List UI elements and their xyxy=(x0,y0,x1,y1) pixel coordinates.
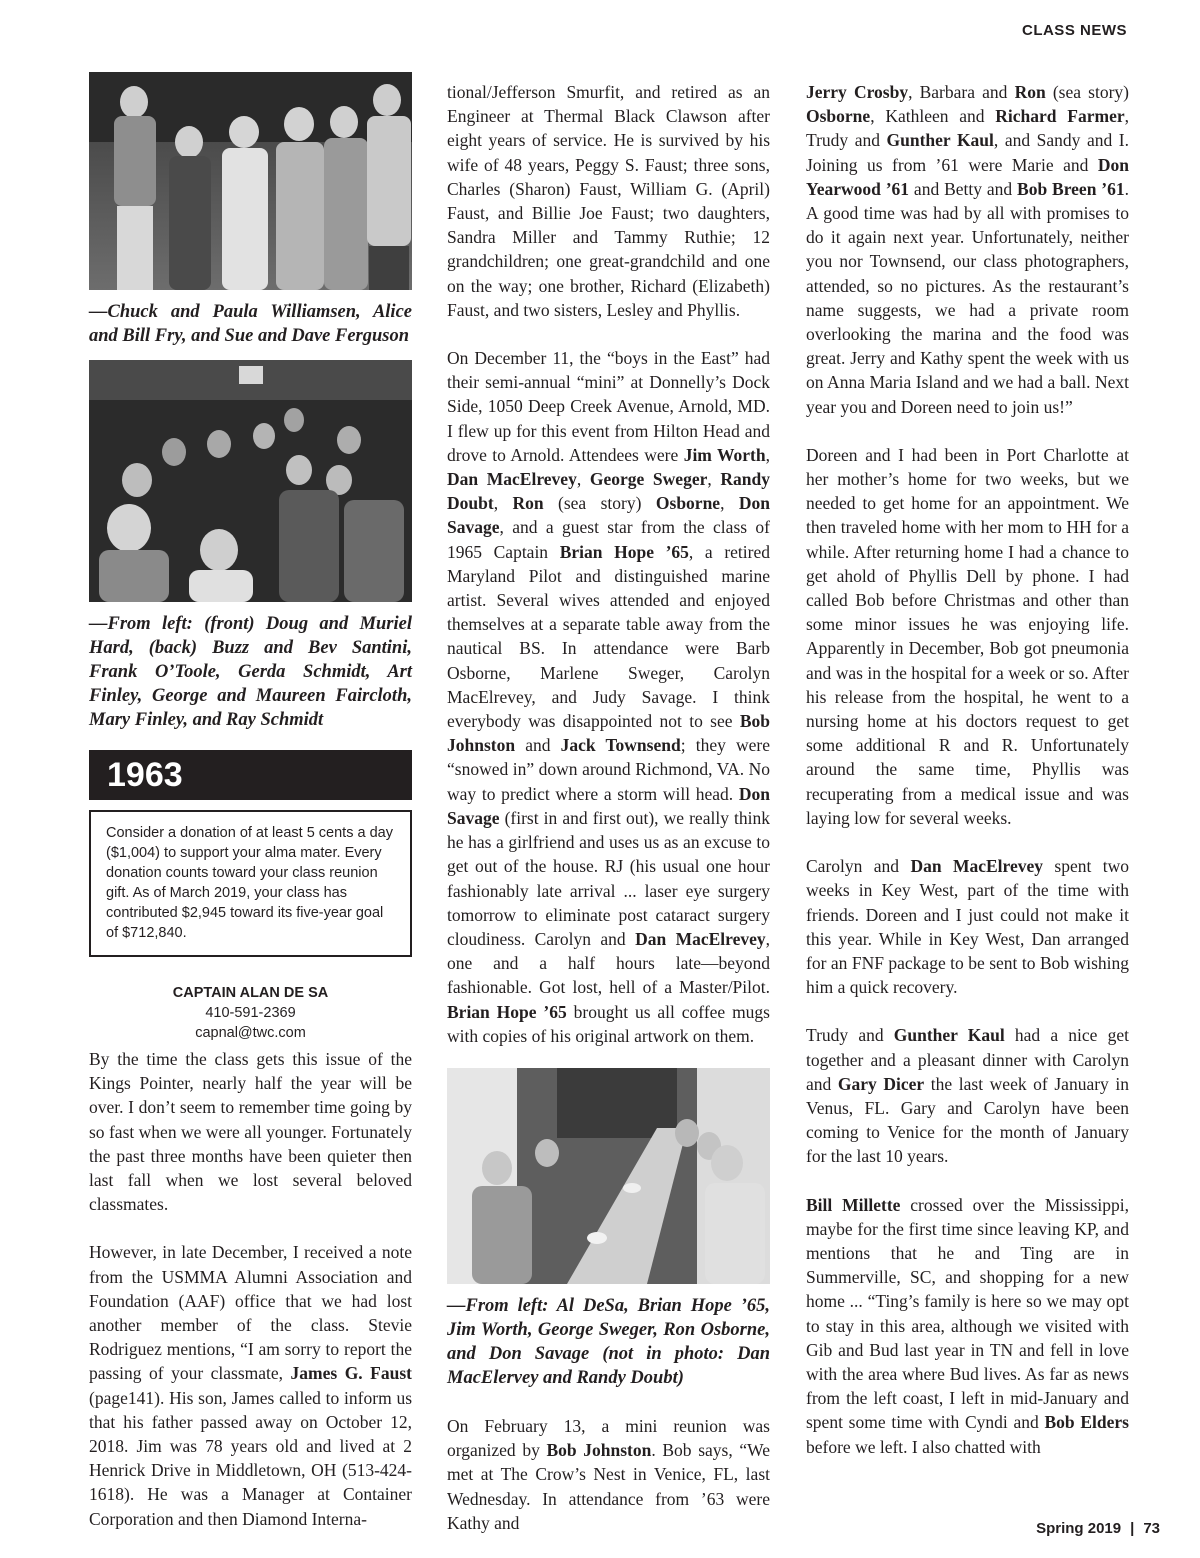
body-paragraph: On December 11, the “boys in the East” had their semi-annual “mini” at Donnelly’s Dock Side, 1050 Deep Creek Avenue, Arnold, MD. I flew up for this event from Hilton Head and drove to Arnold. Attendees were Jim Worth, Dan MacElrevey, George Sweger, Randy Doubt, Ron (sea story) Osborne, Don Savage, and a guest star from the class of 1965 Captain Brian Hope ’65, a retired Maryland Pilot and distinguished marine artist. Several wives attended and enjoyed themselves at a separate table away from the nautical BS. In attendance were Barb Osborne, Marlene Sweger, Carolyn MacElrevey, and Judy Savage. I think everybody was disappointed not to see Bob Johnston and Jack Townsend; they were “snowed in” down around Richmond, VA. No way to predict where a storm will head. Don Savage (first in and first out), we really think he has a girlfriend and uses us as an excuse to get out of the house. RJ (his usual one hour fashionably late arrival ... laser eye surgery tomorrow to eliminate post cataract surgery cloudiness. Carolyn and Dan MacElrevey, one and a half hours late—beyond fashionable. Got lost, hell of a Master/Pilot. Brian Hope ’65 brought us all coffee mugs with copies of his original artwork on them. xyxy=(447,348,770,1046)
photo-group-williamsen-fry-ferguson xyxy=(89,72,412,290)
page-number: 73 xyxy=(1143,1520,1160,1537)
body-paragraph: Doreen and I had been in Port Charlotte at her mother’s home for two weeks, but we needed to get home for an appointment. We then traveled home with her mom to HH for a while. After returning home I had a chance to get ahold of Phyllis Dell by phone. I had called Bob before Christmas and other than some minor issues he was enjoying life. Apparently in December, Bob got pneumonia and was in the hospital for a week or so. After his release from the hospital, he went to a nursing home at his doctors request to get some additional R and R. Unfortunately around the same time, Phyllis was recuperating from a medical issue and was laying low for several weeks. xyxy=(806,444,1129,828)
photo-caption: —Chuck and Paula Williamsen, Alice and Bill Fry, and Sue and Dave Ferguson xyxy=(89,302,412,346)
contact-phone: 410-591-2369 xyxy=(205,1005,296,1021)
contact-email[interactable]: capnal@twc.com xyxy=(195,1025,306,1041)
photo-group-hard-santini-finley xyxy=(89,360,412,602)
issue-label: Spring 2019 xyxy=(1036,1520,1122,1537)
body-paragraph-continued: Jerry Crosby, Barbara and Ron (sea story) Osborne, Kathleen and Richard Farmer, Trudy and Gunther Kaul, and Sandy and I. Joining us from ’61 were Marie and Don Yearwood ’61 and Betty and Bob Breen ’61. A good time was had by all with promises to do it again next year. Unfortunately, neither you nor Townsend, our class photographers, attended, so no pictures. As the restaurant’s name suggests, we had a private room overlooking the marina and the food was great. Jerry and Kathy spent the week with us on Anna Maria Island and we had a ball. Next year you and Doreen need to join us!” xyxy=(806,82,1130,417)
body-paragraph: Carolyn and Dan MacElrevey spent two weeks in Key West, part of the time with friends. Doreen and I just could not make it this year. While in Key West, Dan arranged for an FNF package to be sent to Bob wishing him a quick recovery. xyxy=(806,856,1129,998)
donation-notice-box: Consider a donation of at least 5 cents a day ($1,004) to support your alma mater. Every donation counts toward your class reunion gift. As of March 2019, your class has contributed $2,945 toward its five-year goal of $712,840. xyxy=(89,810,412,957)
footer-separator: | xyxy=(1130,1520,1135,1537)
body-paragraph: However, in late December, I received a note from the USMMA Alumni Association and Foundation (AAF) office that we had lost another member of the class. Stevie Rodriguez mentions, “I am sorry to report the passing of your classmate, James G. Faust (page141). His son, James called to inform us that his father passed away on October 12, 2018. Jim was 78 years old and lived at 2 Henrick Drive in Middletown, OH (513-424-1618). He was a Manager at Container Corporation and then Diamond Interna- xyxy=(89,1242,412,1529)
column-1 xyxy=(89,72,412,1528)
class-year-banner: 1963 xyxy=(89,750,412,800)
body-paragraph: By the time the class gets this issue of the Kings Pointer, nearly half the year will be over. I don’t seem to remember time going by so fast when we were all younger. Fortunately the past three months have been quieter then last fall when we lost several beloved classmates. xyxy=(89,1049,412,1215)
photo-group-desa-hope-worth xyxy=(447,1068,770,1284)
page-footer xyxy=(1036,1520,1160,1537)
photo-caption: —From left: (front) Doug and Muriel Hard, (back) Buzz and Bev Santini, Frank O’Toole, Gerda Schmidt, Art Finley, George and Maureen Faircloth, Mary Finley, and Ray Schmidt xyxy=(89,614,412,730)
column-2 xyxy=(447,78,770,1533)
column-3 xyxy=(806,78,1129,1459)
body-paragraph: On February 13, a mini reunion was organized by Bob Johnston. Bob says, “We met at The Crow’s Nest in Venice, FL, last Wednesday. In attendance from ’63 were Kathy and xyxy=(447,1415,770,1533)
body-paragraph-continued: tional/Jefferson Smurfit, and retired as an Engineer at Thermal Black Clawson after eight years of service. He is survived by his wife of 48 years, Peggy S. Faust; three sons, Charles (Sharon) Faust, William G. (April) Faust, and Billie Joe Faust; two daughters, Sandra Miller and Tammy Ruthie; 12 grandchildren; one great-grandchild and one on the way; one brother, Richard (Elizabeth) Faust, and two sisters, Lesley and Phyllis. xyxy=(447,82,770,320)
class-contact xyxy=(89,983,412,1043)
photo-caption: —From left: Al DeSa, Brian Hope ’65, Jim Worth, George Sweger, Ron Osborne, and Don Savage (not in photo: Dan MacElervey and Randy Doubt) xyxy=(447,1295,770,1388)
classmate-name: James G. Faust xyxy=(290,1363,412,1384)
contact-name: CAPTAIN ALAN DE SA xyxy=(172,985,329,1001)
body-paragraph: Trudy and Gunther Kaul had a nice get together and a pleasant dinner with Carolyn and Gary Dicer the last week of January in Venus, FL. Gary and Carolyn have been coming to Venice for the month of January for the last 10 years. xyxy=(806,1025,1129,1167)
body-paragraph: Bill Millette crossed over the Mississippi, maybe for the first time since leaving KP, and mentions that he and Ting are in Summerville, SC, and shopping for a new home ... “Ting’s family is here so we may opt to stay in this area, although we visited with Gib and Bud last year in TN and fell in love with the area where Bud lives. As far as news from the left coast, I left in mid-January and spent some time with Cyndi and Bob Elders before we left. I also chatted with xyxy=(806,1194,1129,1457)
section-label: CLASS NEWS xyxy=(1021,22,1127,39)
